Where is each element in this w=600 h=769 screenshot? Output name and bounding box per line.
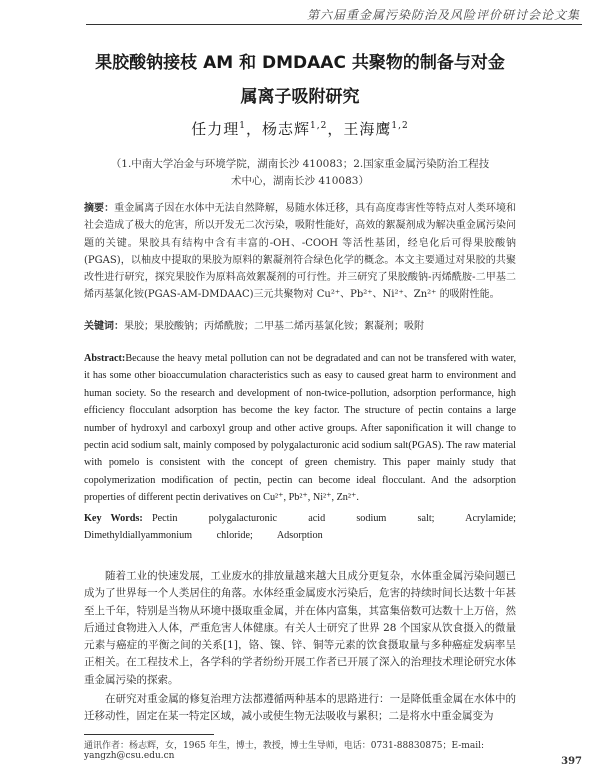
abstract-label-cn: 摘要：: [84, 203, 115, 214]
abstract-english: [84, 350, 516, 507]
author-affiliation-mark: 1,2: [310, 121, 328, 131]
body-paragraph: 在研究对重金属的修复治理方法都遵循两种基本的思路进行：一是降低重金属在水体中的迁移动性，固定在某一特定区域，减小或使生物无法吸收与累积；二是将水中重金属变为: [84, 693, 516, 723]
author-name: 杨志辉: [262, 120, 311, 138]
body-text: [84, 568, 516, 726]
body-paragraph: 随着工业的快速发展，工业废水的排放量越来越大且成分更复杂，水体重金属污染问题已成为了世界每一个人类居住的角落。水体经重金属废水污染后，危害的持续时间长达数十年甚至上千年，特别是当物从环境中摄取重金属，并在体内富集，其富集倍数可达数十上万倍，然后通过食物进入人体，严重危害人体健康。有关人士研究了世界 28 个国家从饮食摄入的微量元素与癌症的平衡之间的关系[1]，铬、镍、锌、铜等元素的饮食摄取量与多种癌症发病率呈正相关。在工程技术上，各学科的学者纷纷开展工作者已开展了深入的治理技术理论研究水体重金属污染的探索。: [84, 570, 516, 686]
paper-title-line-2: 属离子吸附研究: [240, 87, 360, 107]
abstract-text-cn: 重金属离子因在水体中无法自然降解，易随水体迁移，具有高度毒害性等特点对人类环境和社会造成了极大的危害，所以开发无二次污染，吸附性能好，高效的絮凝剂成为解决重金属污染问题的关键。果胶具有结构中含有丰富的-OH、-COOH 等活性基团，经皂化后可得果胶酸钠(PGAS)，以柚皮中提取的果胶为原料的絮凝剂符合绿色化学的概念。本文主要通过对果胶的共聚改性进行研究，探究果胶作为原料高效絮凝剂的可行性。并三研究了果胶酸钠-丙烯酰胺-二甲基二烯丙基氯化铵(PGAS-AM-DMDAAC)三元共聚物对 Cu²⁺、Pb²⁺、Ni²⁺、Zn²⁺ 的吸附性能。: [84, 203, 517, 301]
affiliation-line-1: （1.中南大学冶金与环境学院，湖南长沙 410083；2.国家重金属污染防治工程技: [110, 158, 490, 170]
affiliation-line-2: 术中心，湖南长沙 410083）: [231, 175, 369, 187]
author-separator: ，: [246, 120, 263, 138]
affiliation: [100, 156, 500, 190]
keywords-label-cn: 关键词：: [84, 321, 124, 332]
footnote-rule: [84, 734, 214, 735]
keywords-text-en: Pectin polygalacturonic acid sodium salt; Acrylamide; Dimethyldiallyammonium chloride; Adsorption: [84, 513, 517, 542]
abstract-text-en: Because the heavy metal pollution can not be degradated and can not be transfered with water, it has some other bioaccumulation characteristics such as easy to caused great harm to environment and human society. So the research and development of non-twice-pollution, adsorption performance, high efficiency flocculant adsorption has become the key factor. The structure of pectin contains a large number of hydroxyl and carboxyl group and other active groups. After saponification it will change to pectin acid sodium salt, mainly composed by polygalacturonic acid sodium salt(PGAS). The raw material with pomelo is consistent with the concept of green chemistry. This paper mainly study that copolymerization modification of pectin, pectin can become ideal flocculant. And the adsorption properties of different pectin derivatives on Cu²⁺, Pb²⁺, Ni²⁺, Zn²⁺.: [84, 353, 516, 504]
keywords-english: [84, 510, 516, 545]
keywords-chinese: [84, 318, 516, 335]
running-header: 第六届重金属污染防治及风险评价研讨会论文集: [306, 8, 580, 22]
header-rule: [86, 24, 582, 25]
author-affiliation-mark: 1: [239, 121, 247, 131]
keywords-text-cn: 果胶；果胶酸钠；丙烯酰胺；二甲基二烯丙基氯化铵；絮凝剂；吸附: [124, 321, 424, 332]
author-name: 王海鹰: [343, 120, 392, 138]
author-affiliation-mark: 1,2: [391, 121, 409, 131]
abstract-chinese: [84, 200, 516, 304]
page-number: 397: [561, 756, 582, 767]
abstract-label-en: Abstract:: [84, 353, 126, 364]
keywords-label-en: Key Words:: [84, 513, 143, 524]
paper-title-line-1: 果胶酸钠接枝 AM 和 DMDAAC 共聚物的制备与对金: [95, 53, 505, 73]
author-separator: ，: [327, 120, 344, 138]
author-list: [0, 118, 600, 139]
footnote: 通讯作者：杨志辉，女，1965 年生，博士，教授，博士生导师，电话：0731-88830875；E-mail: yangzh@csu.edu.cn: [84, 741, 484, 761]
author-name: 任力理: [191, 120, 240, 138]
